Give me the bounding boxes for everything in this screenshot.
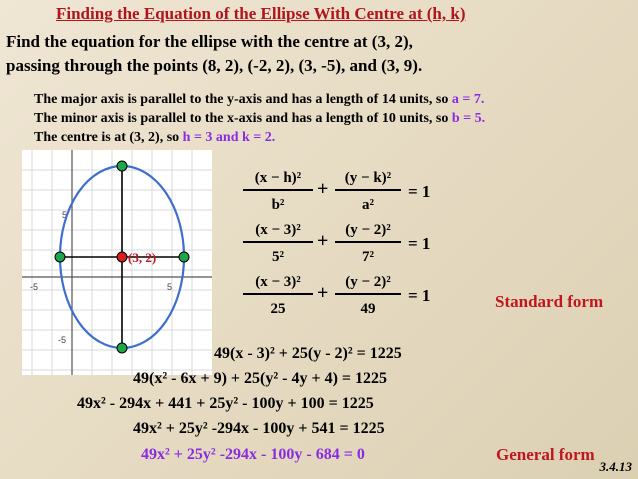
row3-rhs: = 1 bbox=[408, 286, 431, 305]
standard-form-label: Standard form bbox=[495, 292, 604, 311]
row1-rhs: = 1 bbox=[408, 182, 431, 201]
row3-den2: 49 bbox=[360, 301, 376, 317]
work-line-4: 49x² + 25y² -294x - 100y + 541 = 1225 bbox=[133, 420, 385, 437]
row3-fraction-2 bbox=[335, 274, 401, 318]
row1-num2: (y − k)² bbox=[335, 170, 401, 191]
row2-plus: + bbox=[317, 230, 329, 252]
right-covertex-point bbox=[179, 252, 189, 262]
row1-fraction-2 bbox=[335, 170, 401, 214]
bottom-vertex-point bbox=[117, 343, 127, 353]
row1-den1: b² bbox=[271, 197, 285, 213]
centre-value: h = 3 and k = 2. bbox=[182, 130, 276, 145]
row3-num1: (x − 3)² bbox=[243, 274, 313, 295]
x-tick-5: 5 bbox=[167, 282, 173, 292]
ellipse-graph bbox=[22, 150, 212, 375]
y-tick-neg5: -5 bbox=[58, 335, 67, 345]
minor-axis-note bbox=[34, 111, 485, 127]
row2-den2: 7² bbox=[362, 249, 374, 265]
row2-fraction-1 bbox=[243, 222, 313, 266]
row3-plus: + bbox=[317, 282, 329, 304]
general-form-label: General form bbox=[496, 445, 595, 464]
minor-axis-text: The minor axis is parallel to the x-axis and has a length of 10 units, so bbox=[34, 111, 452, 126]
top-vertex-point bbox=[117, 161, 127, 171]
work-line-5: 49x² + 25y² -294x - 100y - 684 = 0 bbox=[141, 446, 365, 463]
row2-num2: (y − 2)² bbox=[335, 222, 401, 243]
row1-den2: a² bbox=[362, 197, 374, 213]
row1-num1: (x − h)² bbox=[243, 170, 313, 191]
row2-rhs: = 1 bbox=[408, 234, 431, 253]
row1-fraction-1 bbox=[243, 170, 313, 214]
x-tick-neg5: -5 bbox=[30, 282, 39, 292]
row2-num1: (x − 3)² bbox=[243, 222, 313, 243]
major-axis-note bbox=[34, 92, 484, 108]
left-covertex-point bbox=[55, 252, 65, 262]
slide-number: 3.4.13 bbox=[599, 459, 632, 474]
centre-point bbox=[117, 252, 127, 262]
row1-plus: + bbox=[317, 178, 329, 200]
major-axis-text: The major axis is parallel to the y-axis and has a length of 14 units, so bbox=[34, 92, 452, 107]
minor-axis-value: b = 5. bbox=[451, 111, 486, 126]
major-axis-value: a = 7. bbox=[451, 92, 485, 107]
row3-den1: 25 bbox=[270, 301, 286, 317]
work-line-2: 49(x² - 6x + 9) + 25(y² - 4y + 4) = 1225 bbox=[133, 370, 388, 387]
centre-text: The centre is at (3, 2), so bbox=[34, 130, 183, 145]
row3-fraction-1 bbox=[243, 274, 313, 318]
row2-fraction-2 bbox=[335, 222, 401, 266]
problem-line-2: passing through the points (8, 2), (-2, 2), (3, -5), and (3, 9). bbox=[6, 56, 423, 75]
slide-title: Finding the Equation of the Ellipse With Centre at (h, k) bbox=[56, 4, 466, 23]
centre-note bbox=[34, 130, 275, 146]
work-line-3: 49x² - 294x + 441 + 25y² - 100y + 100 = 1225 bbox=[77, 395, 374, 412]
problem-line-1: Find the equation for the ellipse with the centre at (3, 2), bbox=[6, 32, 413, 51]
row2-den1: 5² bbox=[272, 249, 284, 265]
row3-num2: (y − 2)² bbox=[335, 274, 401, 295]
y-tick-5: 5 bbox=[62, 210, 68, 220]
work-line-1: 49(x - 3)² + 25(y - 2)² = 1225 bbox=[214, 345, 402, 362]
centre-label: (3, 2) bbox=[128, 250, 157, 265]
